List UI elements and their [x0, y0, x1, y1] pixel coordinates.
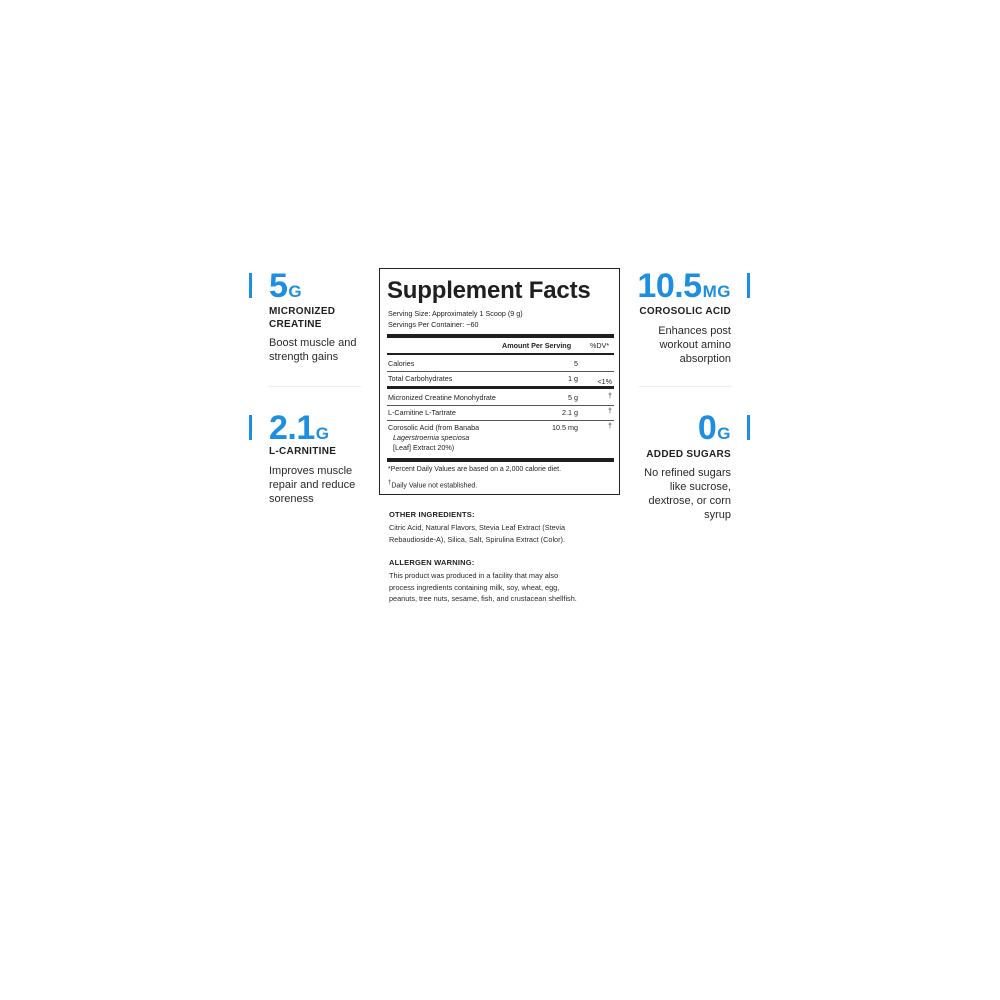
row-name-line2: Lagerstroemia speciosa	[393, 433, 470, 442]
other-ingredients-line1: Citric Acid, Natural Flavors, Stevia Leaf Extract (Stevia	[389, 523, 565, 532]
supplement-facts-title: Supplement Facts	[387, 277, 591, 304]
header-amount-per-serving: Amount Per Serving	[502, 341, 572, 350]
allergen-line3: peanuts, tree nuts, sesame, fish, and crustacean shellfish.	[389, 594, 577, 603]
creatine-desc-line1: Boost muscle and	[269, 337, 357, 349]
accent-bar-corosolic	[747, 273, 750, 298]
allergen-line1: This product was produced in a facility that may also	[389, 571, 559, 580]
servings-per-container: Servings Per Container: ~60	[388, 320, 479, 329]
supplement-facts-panel	[379, 268, 620, 495]
sugars-value: 0	[697, 409, 717, 447]
carnitine-desc-line1: Improves muscle	[269, 465, 353, 477]
allergen-line2: process ingredients containing milk, soy, wheat, egg,	[389, 582, 560, 592]
row-dv: †	[608, 406, 612, 415]
carnitine-desc-line3: soreness	[269, 493, 314, 505]
creatine-label-line1: MICRONIZED	[269, 306, 336, 317]
thick-rule-mid	[387, 386, 614, 389]
footnote-text: Daily Value not established.	[391, 482, 478, 490]
row-dv: †	[608, 391, 612, 400]
other-ingredients-title: OTHER INGREDIENTS:	[389, 510, 475, 519]
row-name: Micronized Creatine Monohydrate	[388, 393, 496, 402]
sugars-description	[644, 466, 731, 522]
creatine-label-line2: CREATINE	[269, 319, 322, 330]
accent-bar-carnitine	[249, 415, 252, 440]
carnitine-unit: G	[315, 424, 330, 443]
thick-rule-header	[387, 353, 614, 355]
creatine-desc-line2: strength gains	[269, 351, 339, 363]
other-ingredients-line2: Rebaudioside-A), Silica, Salt, Spirulina Extract (Color).	[389, 534, 566, 544]
row-divider	[387, 371, 614, 372]
footnote-dv-not-established	[388, 478, 477, 491]
thick-rule-bottom	[387, 458, 614, 462]
accent-bar-creatine	[249, 273, 252, 298]
row-name-line1: Corosolic Acid (from Banaba	[388, 423, 480, 432]
row-dv: †	[608, 421, 612, 430]
corosolic-amount	[637, 269, 731, 309]
corosolic-desc-line2: workout amino	[659, 339, 731, 351]
header-daily-value: %DV*	[590, 341, 610, 350]
carnitine-desc-line2: repair and reduce	[269, 479, 356, 491]
creatine-unit: G	[288, 282, 303, 301]
creatine-amount	[269, 269, 302, 309]
row-amount: 1 g	[568, 374, 578, 383]
row-dv: <1%	[597, 377, 612, 386]
creatine-value: 5	[269, 267, 288, 305]
row-name: Total Carbohydrates	[388, 374, 453, 383]
allergen-warning-title: ALLERGEN WARNING:	[389, 558, 475, 567]
creatine-description	[269, 336, 356, 364]
row-name	[388, 423, 479, 453]
sugars-unit: G	[717, 424, 731, 443]
corosolic-unit: MG	[702, 282, 731, 301]
sugars-desc-line2: like sucrose,	[669, 481, 731, 493]
row-divider	[387, 405, 614, 406]
row-amount: 5	[574, 359, 578, 368]
sugars-label: ADDED SUGARS	[646, 449, 731, 460]
corosolic-value: 10.5	[637, 267, 702, 305]
corosolic-desc-line3: absorption	[679, 353, 731, 365]
carnitine-value: 2.1	[269, 409, 315, 447]
row-name-line3: [Leaf] Extract 20%)	[393, 443, 455, 452]
row-name: L-Carnitine L-Tartrate	[388, 408, 456, 417]
carnitine-description	[269, 464, 355, 506]
corosolic-description	[658, 324, 731, 366]
corosolic-label: COROSOLIC ACID	[639, 306, 731, 317]
sugars-desc-line3: dextrose, or corn	[648, 495, 731, 507]
footnote-percent-dv: *Percent Daily Values are based on a 2,000 calorie diet.	[388, 466, 562, 473]
thick-rule-top	[387, 334, 614, 338]
right-divider	[639, 386, 731, 387]
other-ingredients-text	[389, 522, 624, 545]
sugars-desc-line1: No refined sugars	[644, 467, 731, 479]
sugars-desc-line4: syrup	[704, 509, 731, 521]
creatine-label	[269, 305, 335, 331]
corosolic-desc-line1: Enhances post	[658, 325, 731, 337]
allergen-warning-text	[389, 570, 624, 605]
row-amount: 2.1 g	[562, 408, 578, 417]
facts-row-corosolic	[387, 423, 614, 455]
row-amount: 10.5 mg	[552, 423, 578, 432]
dagger-mark: †	[388, 480, 392, 486]
row-amount: 5 g	[568, 393, 578, 402]
row-divider	[387, 420, 614, 421]
serving-size: Serving Size: Approximately 1 Scoop (9 g)	[388, 309, 523, 318]
accent-bar-sugars	[747, 415, 750, 440]
carnitine-label: L-CARNITINE	[269, 446, 337, 457]
sugars-amount	[698, 411, 731, 451]
left-divider	[269, 386, 361, 387]
row-name: Calories	[388, 359, 415, 368]
